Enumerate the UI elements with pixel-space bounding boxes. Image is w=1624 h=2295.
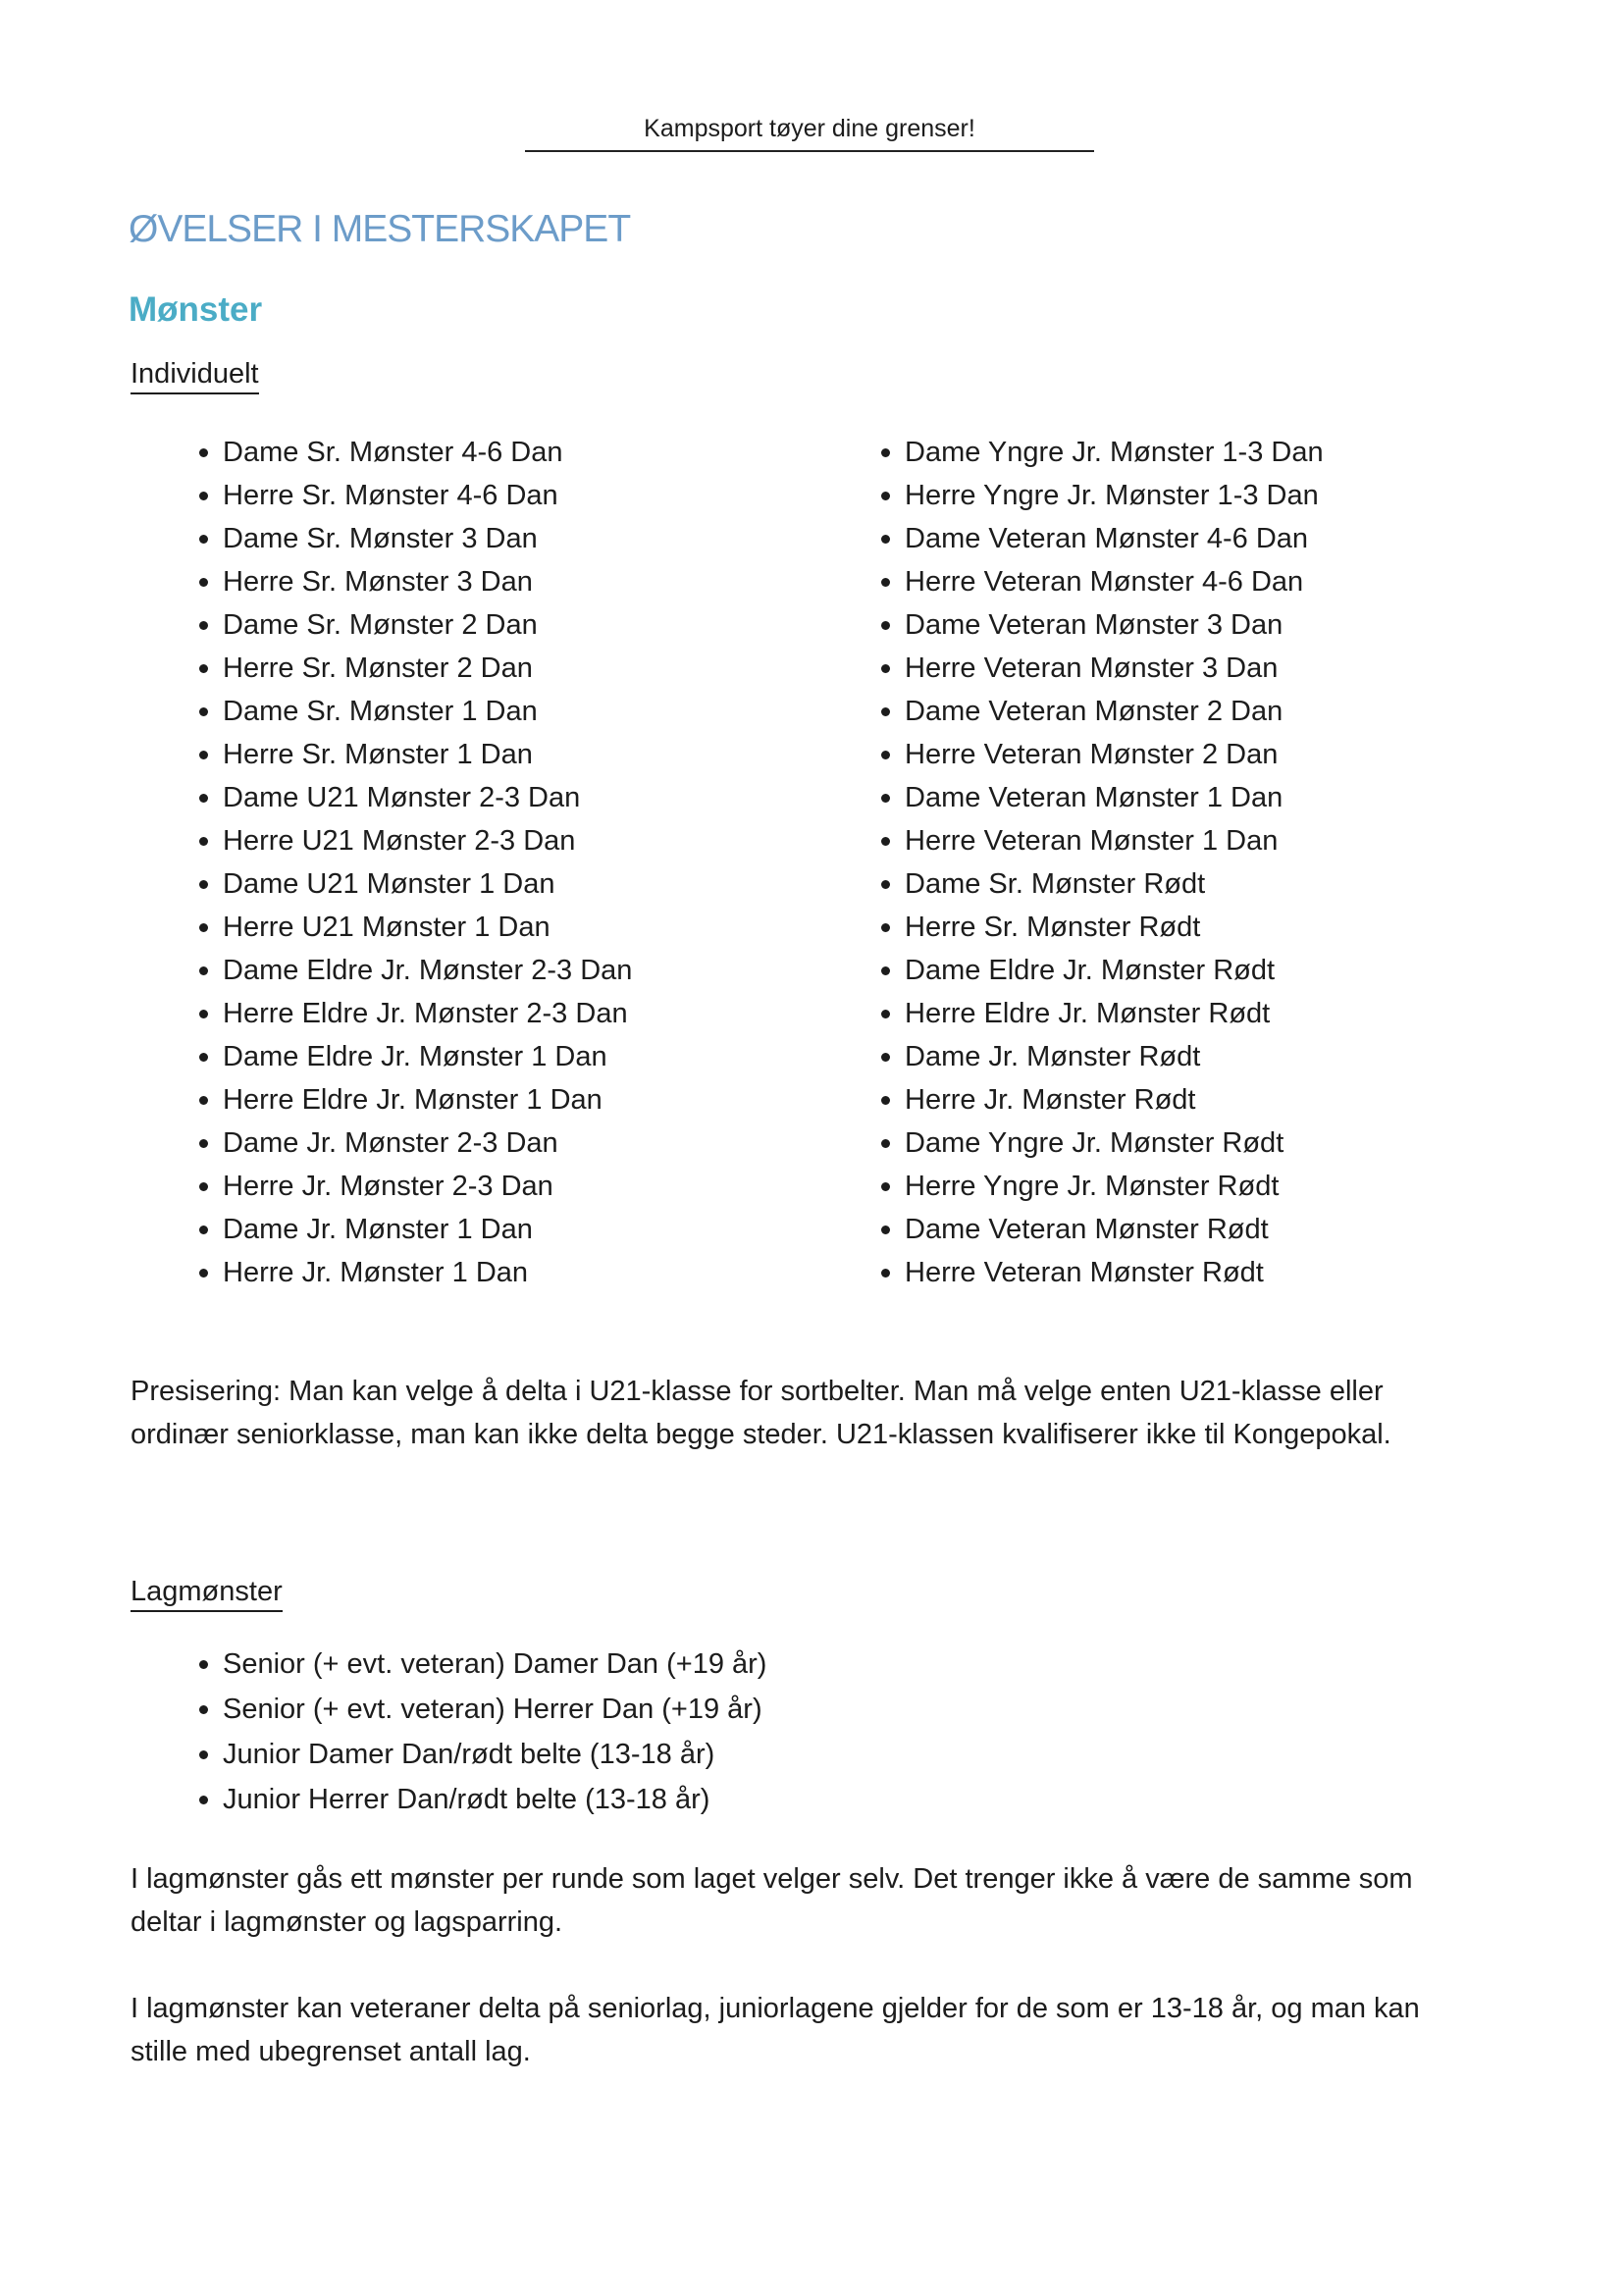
bullet-icon	[881, 578, 890, 587]
list-item	[199, 517, 632, 560]
bullet-icon	[199, 923, 208, 932]
page-title: ØVELSER I MESTERSKAPET	[129, 208, 631, 250]
list-item	[199, 560, 632, 603]
presisering-paragraph: Presisering: Man kan velge å delta i U21-klasse for sortbelter. Man må velge enten U21-klasse eller ordinær seniorklasse, man kan ikke delta begge steder. U21-klassen kvalifiserer ikke til Kongepokal.	[131, 1376, 1391, 1450]
bullet-icon	[199, 448, 208, 457]
list-item	[881, 647, 1324, 690]
bullet-icon	[199, 1269, 208, 1278]
list-item-label: Dame Veteran Mønster Rødt	[905, 1214, 1269, 1245]
bullet-icon	[199, 1096, 208, 1105]
list-item-label: Herre U21 Mønster 1 Dan	[223, 912, 550, 943]
bullet-icon	[199, 535, 208, 544]
individual-heading	[131, 357, 259, 394]
bullet-icon	[881, 923, 890, 932]
list-item	[881, 1165, 1324, 1208]
bullet-icon	[881, 1182, 890, 1191]
bullet-icon	[881, 664, 890, 673]
list-item-label: Dame Eldre Jr. Mønster 2-3 Dan	[223, 955, 633, 986]
list-item	[881, 690, 1324, 733]
list-item	[199, 992, 632, 1035]
list-item	[199, 949, 632, 992]
list-item-label: Herre Veteran Mønster 2 Dan	[905, 739, 1279, 770]
list-item-label: Dame Jr. Mønster Rødt	[905, 1041, 1201, 1072]
bullet-icon	[199, 751, 208, 759]
list-item	[199, 819, 632, 862]
list-item-label: Herre Jr. Mønster Rødt	[905, 1084, 1196, 1116]
list-item	[199, 603, 632, 647]
list-item-label: Dame Yngre Jr. Mønster Rødt	[905, 1127, 1284, 1159]
bullet-icon	[881, 1226, 890, 1234]
list-item-label: Dame Veteran Mønster 4-6 Dan	[905, 523, 1309, 554]
team-pattern-note-1: I lagmønster gås ett mønster per runde som laget velger selv. Det trenger ikke å være de samme som deltar i lagmønster og lagsparring.	[131, 1863, 1413, 1938]
list-item-label: Dame Veteran Mønster 2 Dan	[905, 696, 1283, 727]
team-pattern-list	[199, 1642, 766, 1822]
list-item-label: Dame Yngre Jr. Mønster 1-3 Dan	[905, 437, 1324, 468]
bullet-icon	[199, 1010, 208, 1018]
monster-section-heading: Mønster	[129, 290, 263, 329]
list-item-label: Junior Herrer Dan/rødt belte (13-18 år)	[223, 1784, 710, 1815]
list-item-label: Herre Sr. Mønster 2 Dan	[223, 652, 533, 684]
list-item-label: Herre Veteran Mønster 1 Dan	[905, 825, 1279, 857]
list-item	[199, 1078, 632, 1121]
list-item-label: Dame Jr. Mønster 2-3 Dan	[223, 1127, 558, 1159]
list-item	[881, 862, 1324, 906]
bullet-icon	[881, 751, 890, 759]
list-item	[881, 603, 1324, 647]
list-item-label: Herre Sr. Mønster 4-6 Dan	[223, 480, 558, 511]
bullet-icon	[881, 880, 890, 889]
list-item	[881, 992, 1324, 1035]
bullet-icon	[199, 664, 208, 673]
list-item-label: Herre Veteran Mønster Rødt	[905, 1257, 1264, 1288]
list-item-label: Dame Sr. Mønster 3 Dan	[223, 523, 538, 554]
list-item-label: Herre Sr. Mønster 3 Dan	[223, 566, 533, 598]
list-item-label: Dame Sr. Mønster 1 Dan	[223, 696, 538, 727]
list-item-label: Dame Eldre Jr. Mønster Rødt	[905, 955, 1276, 986]
list-item	[881, 819, 1324, 862]
list-item-label: Dame Jr. Mønster 1 Dan	[223, 1214, 533, 1245]
list-item	[199, 776, 632, 819]
list-item	[881, 431, 1324, 474]
list-item-label: Herre Jr. Mønster 2-3 Dan	[223, 1171, 553, 1202]
bullet-icon	[881, 794, 890, 803]
bullet-icon	[199, 1226, 208, 1234]
list-item	[881, 517, 1324, 560]
team-pattern-heading-label: Lagmønster	[131, 1575, 283, 1612]
list-item-label: Dame Veteran Mønster 1 Dan	[905, 782, 1283, 813]
list-item	[199, 906, 632, 949]
list-item	[199, 862, 632, 906]
bullet-icon	[199, 880, 208, 889]
bullet-icon	[199, 1182, 208, 1191]
list-item-label: Dame Eldre Jr. Mønster 1 Dan	[223, 1041, 607, 1072]
list-item	[199, 1035, 632, 1078]
list-item-label: Herre Sr. Mønster 1 Dan	[223, 739, 533, 770]
list-item	[199, 647, 632, 690]
list-item	[199, 1251, 632, 1294]
list-item-label: Dame Sr. Mønster Rødt	[905, 868, 1206, 900]
bullet-icon	[881, 1269, 890, 1278]
bullet-icon	[199, 492, 208, 500]
header-slogan: Kampsport tøyer dine grenser!	[644, 115, 975, 142]
list-item-label: Dame Veteran Mønster 3 Dan	[905, 609, 1283, 641]
list-item	[881, 906, 1324, 949]
list-item-label: Herre Yngre Jr. Mønster Rødt	[905, 1171, 1280, 1202]
bullet-icon	[199, 1796, 208, 1804]
bullet-icon	[881, 1096, 890, 1105]
list-item	[199, 1165, 632, 1208]
list-item-label: Dame U21 Mønster 2-3 Dan	[223, 782, 581, 813]
list-item	[881, 1078, 1324, 1121]
bullet-icon	[199, 1139, 208, 1148]
list-item-label: Herre Eldre Jr. Mønster 2-3 Dan	[223, 998, 628, 1029]
list-item	[199, 733, 632, 776]
bullet-icon	[881, 707, 890, 716]
list-item	[881, 1121, 1324, 1165]
bullet-icon	[881, 837, 890, 846]
team-pattern-heading	[131, 1575, 283, 1612]
list-item	[881, 1251, 1324, 1294]
list-item-label: Dame Sr. Mønster 4-6 Dan	[223, 437, 563, 468]
list-item	[199, 1642, 766, 1687]
list-item	[199, 474, 632, 517]
list-item-label: Herre U21 Mønster 2-3 Dan	[223, 825, 576, 857]
list-item-label: Herre Eldre Jr. Mønster 1 Dan	[223, 1084, 602, 1116]
bullet-icon	[199, 707, 208, 716]
bullet-icon	[881, 1053, 890, 1062]
list-item-label: Herre Yngre Jr. Mønster 1-3 Dan	[905, 480, 1319, 511]
list-item-label: Dame Sr. Mønster 2 Dan	[223, 609, 538, 641]
bullet-icon	[881, 966, 890, 975]
list-item-label: Herre Veteran Mønster 3 Dan	[905, 652, 1279, 684]
list-item-label: Senior (+ evt. veteran) Damer Dan (+19 år)	[223, 1648, 767, 1680]
bullet-icon	[881, 492, 890, 500]
bullet-icon	[881, 448, 890, 457]
list-item	[199, 690, 632, 733]
bullet-icon	[881, 535, 890, 544]
bullet-icon	[881, 621, 890, 630]
bullet-icon	[199, 966, 208, 975]
list-item	[199, 1121, 632, 1165]
list-item-label: Herre Jr. Mønster 1 Dan	[223, 1257, 529, 1288]
bullet-icon	[199, 1750, 208, 1759]
list-item-label: Herre Veteran Mønster 4-6 Dan	[905, 566, 1304, 598]
bullet-icon	[199, 1053, 208, 1062]
list-item	[881, 776, 1324, 819]
bullet-icon	[199, 837, 208, 846]
list-item	[881, 474, 1324, 517]
bullet-icon	[199, 1660, 208, 1669]
bullet-icon	[881, 1139, 890, 1148]
list-item	[881, 1035, 1324, 1078]
list-item-label: Senior (+ evt. veteran) Herrer Dan (+19 år)	[223, 1694, 762, 1725]
team-pattern-note-2: I lagmønster kan veteraner delta på seniorlag, juniorlagene gjelder for de som er 13-18 år, og man kan stille med ubegrenset antall lag.	[131, 1993, 1420, 2067]
individual-heading-label: Individuelt	[131, 357, 259, 394]
list-item-label: Junior Damer Dan/rødt belte (13-18 år)	[223, 1739, 715, 1770]
list-item	[199, 1208, 632, 1251]
bullet-icon	[199, 794, 208, 803]
list-item	[199, 1777, 766, 1822]
list-item	[881, 733, 1324, 776]
list-item	[199, 431, 632, 474]
bullet-icon	[199, 578, 208, 587]
list-item	[881, 1208, 1324, 1251]
bullet-icon	[199, 1705, 208, 1714]
list-item	[881, 949, 1324, 992]
list-item	[199, 1687, 766, 1732]
list-item-label: Herre Sr. Mønster Rødt	[905, 912, 1201, 943]
individual-list-left	[199, 431, 632, 1294]
list-item-label: Herre Eldre Jr. Mønster Rødt	[905, 998, 1271, 1029]
list-item	[881, 560, 1324, 603]
individual-list-right	[881, 431, 1324, 1294]
list-item	[199, 1732, 766, 1777]
bullet-icon	[881, 1010, 890, 1018]
page-header	[525, 112, 1094, 152]
list-item-label: Dame U21 Mønster 1 Dan	[223, 868, 555, 900]
bullet-icon	[199, 621, 208, 630]
